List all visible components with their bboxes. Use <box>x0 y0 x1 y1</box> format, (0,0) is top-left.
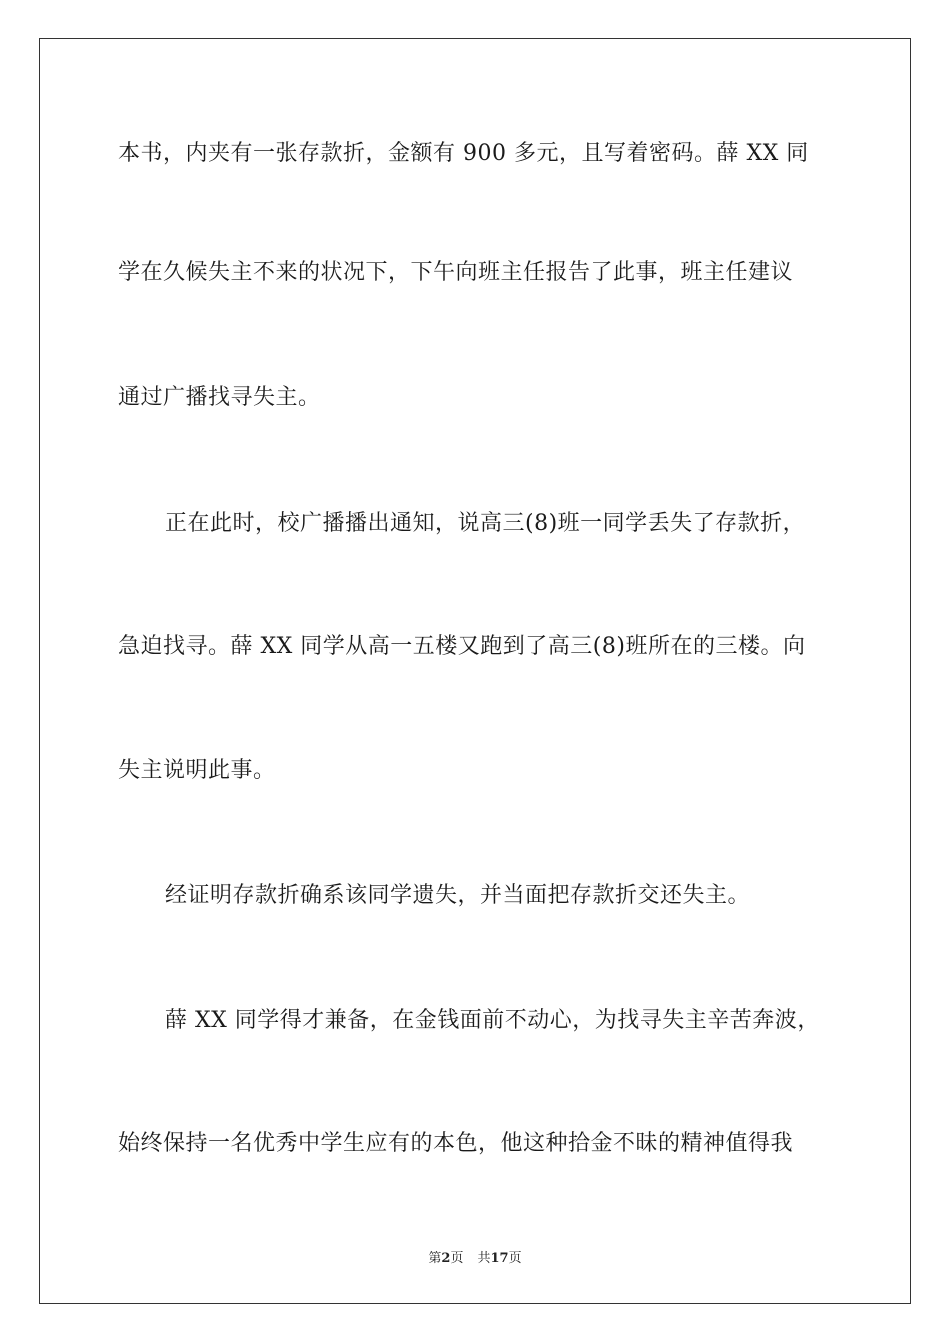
paragraph-line: 通过广播找寻失主。 <box>118 385 321 410</box>
paragraph-line: 始终保持一名优秀中学生应有的本色，他这种拾金不昧的精神值得我 <box>118 1131 794 1156</box>
paragraph-line: 失主说明此事。 <box>118 758 276 783</box>
page-number: 2 <box>441 1251 451 1266</box>
total-pages: 17 <box>490 1251 509 1266</box>
total-prefix: 共 <box>477 1251 491 1266</box>
paragraph-line: 薛 XX 同学得才兼备，在金钱面前不动心，为找寻失主辛苦奔波， <box>165 1008 820 1033</box>
paragraph-line: 经证明存款折确系该同学遗失，并当面把存款折交还失主。 <box>165 883 751 908</box>
paragraph-line: 本书，内夹有一张存款折，金额有 900 多元，且写着密码。薛 XX 同 <box>118 141 809 166</box>
page-footer <box>0 1247 950 1266</box>
page-prefix: 第 <box>428 1251 442 1266</box>
paragraph-line: 学在久候失主不来的状况下，下午向班主任报告了此事，班主任建议 <box>118 260 794 285</box>
page-suffix: 页 <box>450 1251 464 1266</box>
paragraph-line: 急迫找寻。薛 XX 同学从高一五楼又跑到了高三(8)班所在的三楼。向 <box>118 634 806 659</box>
paragraph-line: 正在此时，校广播播出通知，说高三(8)班一同学丢失了存款折， <box>165 511 806 536</box>
total-suffix: 页 <box>508 1251 522 1266</box>
page-border <box>39 38 911 1304</box>
